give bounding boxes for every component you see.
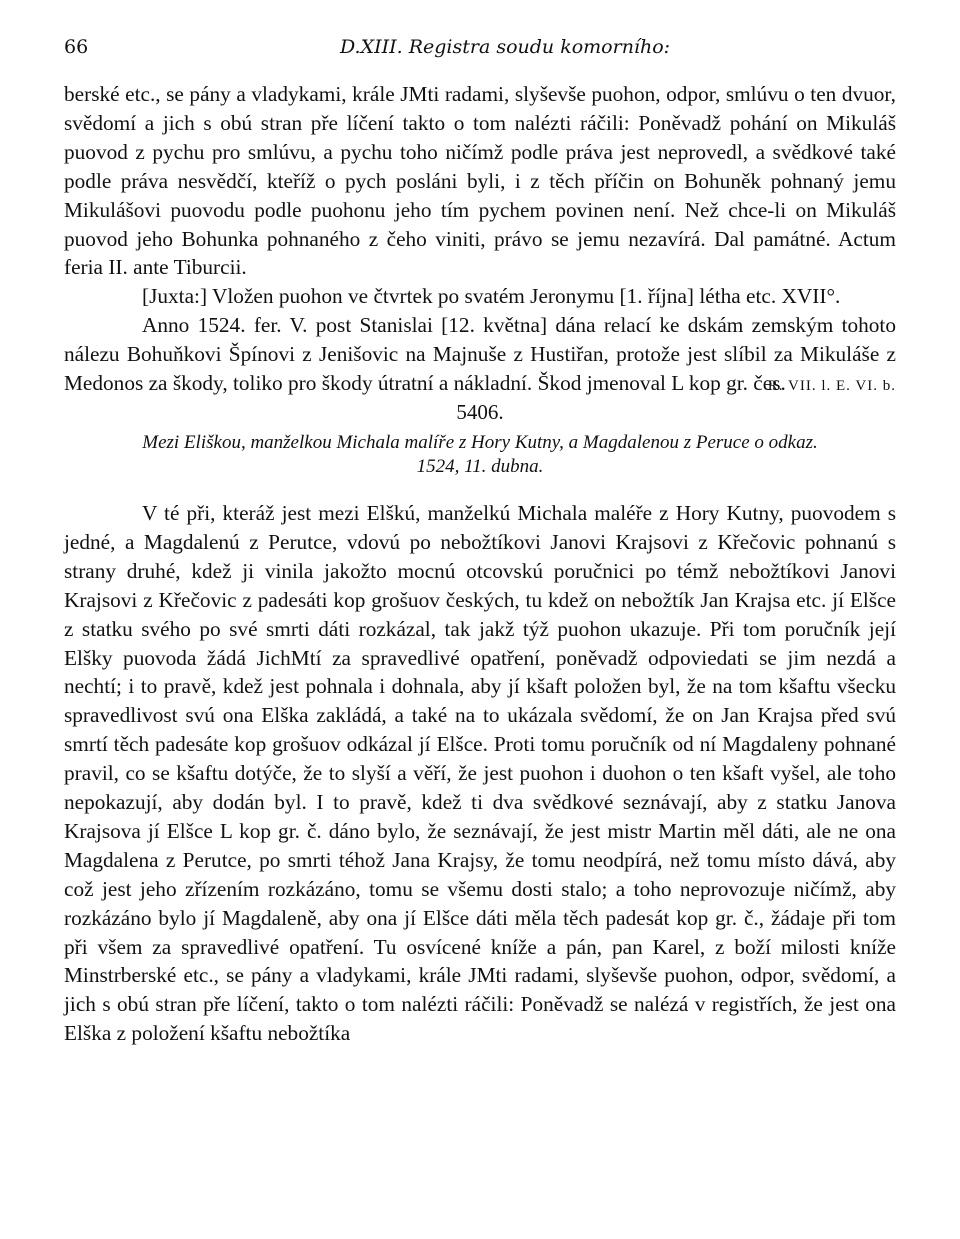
- entry-heading: [64, 431, 896, 479]
- paragraph-juxta-note: [Juxta:] Vložen puohon ve čtvrtek po svatém Jeronymu [1. října] létha etc. XVII°.: [142, 284, 841, 309]
- entry-heading-title: Mezi Eliškou, manželkou Michala malíře z Hory Kutny, a Magdalenou z Peruce o odkaz.: [142, 431, 818, 453]
- document-page: [64, 30, 896, 1048]
- paragraph-verdict-conclusion: berské etc., se pány a vladykami, krále JMti radami, slyševše puohon, odpor, smlúvu o ten dvuor, svědomí a jich s obú stran pře líčení takto o tom nalézti ráčili: Poněvadž pohání on Mikuláš puovod z pychu pro smlúvu, a pychu toho ničímž podle práva jest neprovedl, a svědkové také podle práva nesvědčí, kteříž o pych posláni byli, i z těch příčin on Bohuněk pohnaný jemu Mikulášovi puovodu podle puohonu jeho tím pychem povinen není. Než chce-li on Mikuláš puovod jeho Bohunka pohnaného z čeho viniti, právo se jemu nezavírá. Dal památné. Actum feria II. ante Tiburcii.: [64, 82, 896, 280]
- relation-text: Anno 1524. fer. V. post Stanislai [12. května] dána relací ke dskám zemským tohoto nálezu Bohuňkovi Špínovi z Jenišovic na Majnuše z Hustiřan, protože jest slíbil za Mikuláše z Medonos za škody, toliko pro škody útratní a nákladní. Škod jmenoval L kop gr. čes.: [64, 313, 896, 396]
- entry-number: 5406.: [456, 399, 504, 424]
- running-title: D.XIII. Registra soudu komorního:: [340, 36, 671, 58]
- entry-heading-date: 1524, 11. dubna.: [416, 455, 544, 477]
- register-signature: R. VII. l. E. VI. b.: [767, 377, 896, 394]
- page-number: 66: [64, 36, 89, 58]
- relation-block: [64, 311, 896, 398]
- page-header: [64, 30, 896, 66]
- entry-body: V té při, kteráž jest mezi Elškú, manželkú Michala maléře z Hory Kutny, puovodem s jedné, a Magdalenú z Perutce, vdovú po nebožtíkovi Janovi Krajsovi z Křečovic pohnanú s strany druhé, kdež ji vinila jakožto mocnú otcovskú poručnici po témž nebožtíkovi Janovi Krajsovi z Křečovic z padesáti kop grošuov českých, tu kdež on nebožtík Jan Krajsa etc. jí Elšce z statku svého po své smrti dáti rozkázal, tak jakž týž puohon ukazuje. Při tom poručník její Elšky puovoda žádá JichMtí za spravedlivé opatření, poněvadž odpoviedati se jim nezdá a nechtí; i to pravě, kdež jest pohnala i dohnala, aby jí kšaft položen byl, že na tom kšaftu všecku spravedlivost svú ona Elška zakládá, a také na to ukázala svědomí, že on Jan Krajsa před svú smrtí těch padesáte kop grošuov odkázal jí Elšce. Proti tomu poručník od ní Magdaleny pohnané pravil, co se kšaftu dotýče, že to slyší a věří, že jest puohon i duohon o ten kšaft vyšel, ale toho nepokazují, aby dodán byl. I to pravě, kdež ti dva svědkové seznávají, aby z statku Janova Krajsova jí Elšce L kop gr. č. dáno bylo, že seznávají, že jest mistr Martin měl dáti, ale ne ona Magdalena z Perutce, po smrti téhož Jana Krajsy, že tomu neodpírá, než tomu místo dává, aby což jest jeho zřízením rozkázáno, tomu se všemu dosti stalo; a toho neprovozuje ničímž, aby rozkázáno bylo jí Magdaleně, aby ona jí Elšce dáti měla těch padesát kop gr. č., žádaje při tom při všem za spravedlivé opatření. Tu osvícené kníže a pán, pan Karel, z boží milosti kníže Minstrberské etc., se pány a vladykami, krále JMti radami, slyševše puohon, odpor, svědomí, a jich s obú stran pře líčení, takto o tom nalézti ráčili: Poněvadž se nalézá v registřích, že jest ona Elška z položení kšaftu nebožtíka: [64, 500, 896, 1046]
